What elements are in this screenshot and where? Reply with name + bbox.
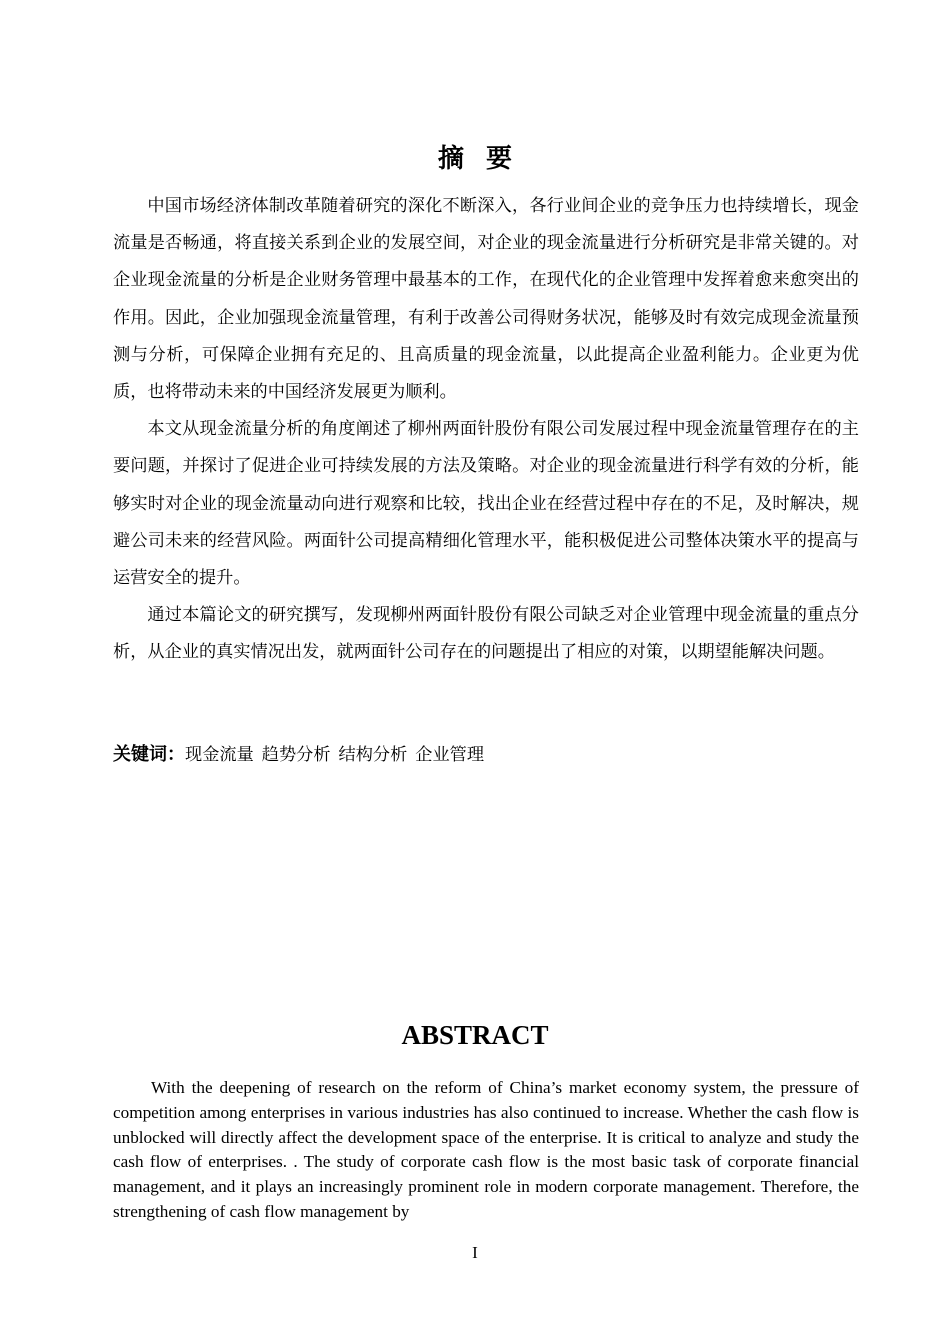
english-abstract-title: ABSTRACT: [401, 1020, 549, 1050]
keywords-line: [113, 741, 859, 769]
english-abstract-body: [113, 1076, 859, 1225]
page-number: I: [472, 1243, 478, 1262]
keyword-item: 现金流量: [185, 745, 254, 765]
chinese-paragraph-1: 中国市场经济体制改革随着研究的深化不断深入，各行业间企业的竞争压力也持续增长，现金流量是否畅通，将直接关系到企业的发展空间，对企业的现金流量进行分析研究是非常关键的。对企业现金流量的分析是企业财务管理中最基本的工作，在现代化的企业管理中发挥着愈来愈突出的作用。因此，企业加强现金流量管理，有利于改善公司得财务状况，能够及时有效完成现金流量预测与分析，可保障企业拥有充足的、且高质量的现金流量，以此提高企业盈利能力。企业更为优质，也将带动未来的中国经济发展更为顺利。: [113, 196, 859, 403]
keywords-label: 关键词：: [113, 744, 185, 765]
chinese-abstract-title: 摘要: [437, 144, 534, 174]
chinese-abstract-body: [113, 188, 859, 672]
english-paragraph: With the deepening of research on the reform of China’s market economy system, the pressure of competition among enterprises in various industries has also continued to increase. Whether the cash flow is unblocked will directly affect the development space of the enterprise. It is critical to analyze and study the cash flow of enterprises. . The study of corporate cash flow is the most basic task of corporate financial management, and it plays an increasingly prominent role in modern corporate management. Therefore, the strengthening of cash flow management by: [113, 1078, 859, 1221]
keyword-item: 企业管理: [415, 745, 485, 765]
keyword-item: 趋势分析: [261, 745, 331, 765]
chinese-paragraph-2: 本文从现金流量分析的角度阐述了柳州两面针股份有限公司发展过程中现金流量管理存在的主要问题，并探讨了促进企业可持续发展的方法及策略。对企业的现金流量进行科学有效的分析，能够实时对企业的现金流量动向进行观察和比较，找出企业在经营过程中存在的不足，及时解决，规避公司未来的经营风险。两面针公司提高精细化管理水平，能积极促进公司整体决策水平的提高与运营安全的提升。: [113, 419, 859, 589]
keyword-item: 结构分析: [338, 745, 408, 765]
chinese-paragraph-3: 通过本篇论文的研究撰写，发现柳州两面针股份有限公司缺乏对企业管理中现金流量的重点分析，从企业的真实情况出发，就两面针公司存在的问题提出了相应的对策，以期望能解决问题。: [113, 605, 859, 663]
